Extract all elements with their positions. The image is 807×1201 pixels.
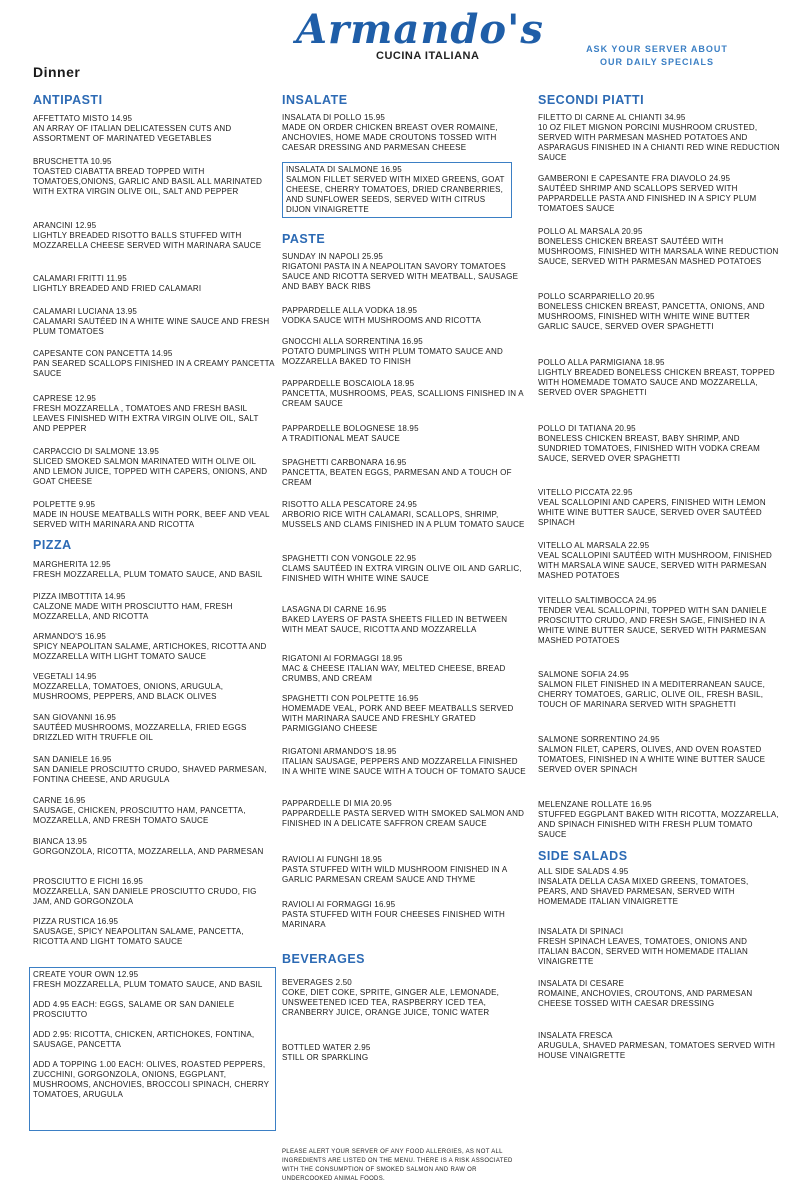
pizza-menu-item	[33, 796, 275, 826]
menu-item-name: SAN DANIELE 16.95	[33, 755, 112, 764]
side-salads-menu-item	[538, 1031, 780, 1061]
menu-item-description: VODKA SAUCE WITH MUSHROOMS AND RICOTTA	[282, 316, 482, 325]
paste-menu-item	[282, 424, 526, 444]
paste-menu-item	[282, 337, 526, 367]
menu-item-name: CALAMARI LUCIANA 13.95	[33, 307, 137, 316]
pizza-menu-item	[33, 837, 275, 857]
menu-item-description: CALAMARI SAUTÉED IN A WHITE WINE SAUCE AND FRESH PLUM TOMATOES	[33, 317, 270, 336]
antipasti-menu-item	[33, 114, 275, 144]
menu-item-name: ALL SIDE SALADS 4.95	[538, 867, 629, 876]
side-salads-menu-item	[538, 979, 780, 1009]
create-add-1: ADD 4.95 EACH: EGGS, SALAME OR SAN DANIELE PROSCIUTTO	[33, 1000, 235, 1019]
menu-item-description: FRESH SPINACH LEAVES, TOMATOES, ONIONS AND ITALIAN BACON, SERVED WITH HOMEMADE ITALIAN VINAIGRETTE	[538, 937, 748, 966]
menu-item-name: SPAGHETTI CARBONARA 16.95	[282, 458, 407, 467]
section-title-side-salads: SIDE SALADS	[538, 849, 628, 863]
menu-item-description: SAN DANIELE PROSCIUTTO CRUDO, SHAVED PARMESAN, FONTINA CHEESE, AND ARUGULA	[33, 765, 267, 784]
antipasti-menu-item	[33, 307, 275, 337]
menu-item-description: TENDER VEAL SCALLOPINI, TOPPED WITH SAN DANIELE PROSCIUTTO CRUDO, AND FRESH SAGE, FINISHED IN A WHITE WINE BUTTER SAUCE, SERVED WITH PARMESAN MASHED POTATOES	[538, 606, 767, 645]
paste-menu-item	[282, 252, 526, 292]
menu-item-description: LIGHTLY BREADED RISOTTO BALLS STUFFED WITH MOZZARELLA CHEESE SERVED WITH MARINARA SAUCE	[33, 231, 262, 250]
menu-item-name: POLPETTE 9.95	[33, 500, 96, 509]
paste-menu-item	[282, 306, 526, 326]
menu-item-name: PAPPARDELLE BOSCAIOLA 18.95	[282, 379, 415, 388]
menu-item-name: SAN GIOVANNI 16.95	[33, 713, 117, 722]
menu-item-description: BONELESS CHICKEN BREAST SAUTÉED WITH MUSHROOMS, FINISHED WITH MARSALA WINE REDUCTION SAUCE, SERVED WITH PARMESAN MASHED POTATOES	[538, 237, 779, 266]
menu-item-description: ARBORIO RICE WITH CALAMARI, SCALLOPS, SHRIMP, MUSSELS AND CLAMS FINISHED IN A PLUM TOMATO SAUCE	[282, 510, 525, 529]
menu-item-description: SAUSAGE, CHICKEN, PROSCIUTTO HAM, PANCETTA, MOZZARELLA, AND FRESH TOMATO SAUCE	[33, 806, 246, 825]
menu-item-name: BEVERAGES 2.50	[282, 978, 352, 987]
menu-item-description: GORGONZOLA, RICOTTA, MOZZARELLA, AND PARMESAN	[33, 847, 264, 856]
menu-item-name: SUNDAY IN NAPOLI 25.95	[282, 252, 384, 261]
menu-item-name: CAPRESE 12.95	[33, 394, 97, 403]
menu-item-description: INSALATA DELLA CASA MIXED GREENS, TOMATOES, PEARS, AND SHAVED PARMESAN, SERVED WITH HOMEMADE ITALIAN VINAIGRETTE	[538, 877, 749, 906]
allergy-footer: PLEASE ALERT YOUR SERVER OF ANY FOOD ALLERGIES, AS NOT ALL INGREDIENTS ARE LISTED ON THE MENU. THERE IS A RISK ASSOCIATED WITH THE CONSUMPTION OF SMOKED SALMON AND RAW OR UNDERCOOKED ANIMAL FOODS.	[282, 1149, 513, 1182]
menu-item-name: POLLO SCARPARIELLO 20.95	[538, 292, 655, 301]
paste-menu-item	[282, 694, 526, 734]
pizza-menu-item	[33, 917, 275, 947]
pizza-menu-item	[33, 755, 275, 785]
menu-item-name: POLLO AL MARSALA 20.95	[538, 227, 643, 236]
menu-item-description: CALZONE MADE WITH PROSCIUTTO HAM, FRESH MOZZARELLA, AND RICOTTA	[33, 602, 233, 621]
menu-item-description: PANCETTA, BEATEN EGGS, PARMESAN AND A TOUCH OF CREAM	[282, 468, 512, 487]
menu-item-name: ARMANDO'S 16.95	[33, 632, 106, 641]
secondi-menu-item	[538, 670, 780, 710]
menu-item-name: INSALATA DI POLLO 15.95	[282, 113, 386, 122]
create-your-own-box	[29, 967, 276, 1131]
menu-item-name: POLLO DI TATIANA 20.95	[538, 424, 636, 433]
menu-item-description: SAUTÉED SHRIMP AND SCALLOPS SERVED WITH PAPPARDELLE PASTA AND FINISHED IN A SPICY PLUM TOMATOES SAUCE	[538, 184, 757, 213]
section-title-antipasti: ANTIPASTI	[33, 93, 103, 107]
menu-item-name: SALMONE SORRENTINO 24.95	[538, 735, 660, 744]
menu-item-name: BIANCA 13.95	[33, 837, 87, 846]
secondi-menu-item	[538, 800, 780, 840]
section-title-secondi: SECONDI PIATTI	[538, 93, 645, 107]
antipasti-menu-item	[33, 274, 275, 294]
menu-item-name: CALAMARI FRITTI 11.95	[33, 274, 127, 283]
antipasti-menu-item	[33, 157, 275, 197]
create-add-3: ADD A TOPPING 1.00 EACH: OLIVES, ROASTED PEPPERS, ZUCCHINI, GORGONZOLA, ONIONS, EGGPLANT, MUSHROOMS, ANCHOVIES, BROCCOLI SPINACH, CHERRY TOMATOES, ARUGULA	[33, 1060, 270, 1099]
menu-item-description: MAC & CHEESE ITALIAN WAY, MELTED CHEESE, BREAD CRUMBS, AND CREAM	[282, 664, 506, 683]
antipasti-menu-item	[33, 221, 275, 251]
antipasti-menu-item	[33, 447, 275, 487]
restaurant-logo	[296, 6, 544, 72]
menu-item-name: MARGHERITA 12.95	[33, 560, 111, 569]
paste-menu-item	[282, 900, 526, 930]
menu-item-name: CAPESANTE CON PANCETTA 14.95	[33, 349, 173, 358]
menu-item-name: ARANCINI 12.95	[33, 221, 97, 230]
menu-item-description: POTATO DUMPLINGS WITH PLUM TOMATO SAUCE AND MOZZARELLA BAKED TO FINISH	[282, 347, 503, 366]
pizza-menu-item	[33, 877, 275, 907]
menu-item-name: RIGATONI AI FORMAGGI 18.95	[282, 654, 403, 663]
menu-item-description: SALMON FILLET SERVED WITH MIXED GREENS, GOAT CHEESE, CHERRY TOMATOES, DRIED CRANBERRIES, AND SUNFLOWER SEEDS, SERVED WITH CITRUS DIJON VINAIGRETTE	[286, 175, 505, 214]
paste-menu-item	[282, 500, 526, 530]
menu-item-name: SALMONE SOFIA 24.95	[538, 670, 629, 679]
menu-item-description: LIGHTLY BREADED AND FRIED CALAMARI	[33, 284, 202, 293]
menu-item-description: LIGHTLY BREADED BONELESS CHICKEN BREAST, TOPPED WITH HOMEMADE TOMATO SAUCE AND MOZZARELLA, SERVED OVER SPAGHETTI	[538, 368, 775, 397]
logo-script-text: Armando's	[296, 6, 544, 53]
page-title: Dinner	[33, 64, 81, 80]
menu-item-description: PASTA STUFFED WITH FOUR CHEESES FINISHED WITH MARINARA	[282, 910, 505, 929]
antipasti-menu-item	[33, 500, 275, 530]
menu-item-description: BAKED LAYERS OF PASTA SHEETS FILLED IN BETWEEN WITH MEAT SAUCE, RICOTTA AND MOZZARELLA	[282, 615, 508, 634]
insalate-menu-item	[282, 113, 504, 153]
ask-line-1: ASK YOUR SERVER ABOUT	[586, 44, 728, 54]
menu-item-description: SAUTÉED MUSHROOMS, MOZZARELLA, FRIED EGGS DRIZZLED WITH TRUFFLE OIL	[33, 723, 247, 742]
secondi-menu-item	[538, 227, 780, 267]
menu-item-name: BRUSCHETTA 10.95	[33, 157, 112, 166]
menu-item-description: PASTA STUFFED WITH WILD MUSHROOM FINISHED IN A GARLIC PARMESAN CREAM SAUCE AND THYME	[282, 865, 507, 884]
menu-item-description: MOZZARELLA, SAN DANIELE PROSCIUTTO CRUDO, FIG JAM, AND GORGONZOLA	[33, 887, 257, 906]
menu-item-name: PAPPARDELLE DI MIA 20.95	[282, 799, 392, 808]
section-title-paste: PASTE	[282, 232, 326, 246]
menu-item-description: RIGATONI PASTA IN A NEAPOLITAN SAVORY TOMATOES SAUCE AND RICOTTA SERVED WITH MEATBALL, SAUSAGE AND BABY BACK RIBS	[282, 262, 519, 291]
menu-item-name: CARNE 16.95	[33, 796, 86, 805]
antipasti-menu-item	[33, 394, 275, 434]
logo-subtitle: CUCINA ITALIANA	[376, 50, 480, 62]
paste-menu-item	[282, 379, 526, 409]
create-your-own-desc: FRESH MOZZARELLA, PLUM TOMATO SAUCE, AND BASIL	[33, 980, 263, 989]
menu-item-name: RIGATONI ARMANDO'S 18.95	[282, 747, 397, 756]
menu-item-name: GAMBERONI E CAPESANTE FRA DIAVOLO 24.95	[538, 174, 731, 183]
secondi-menu-item	[538, 596, 780, 646]
paste-menu-item	[282, 605, 526, 635]
menu-item-description: ITALIAN SAUSAGE, PEPPERS AND MOZZARELLA FINISHED IN A WHITE WINE SAUCE WITH A TOUCH OF TOMATO SAUCE	[282, 757, 526, 776]
paste-menu-item	[282, 458, 526, 488]
pizza-menu-item	[33, 713, 275, 743]
menu-item-description: BONELESS CHICKEN BREAST, PANCETTA, ONIONS, AND MUSHROOMS, FINISHED WITH WHITE WINE BUTTER GARLIC SAUCE, SERVED OVER SPAGHETTI	[538, 302, 765, 331]
menu-item-name: SPAGHETTI CON VONGOLE 22.95	[282, 554, 417, 563]
side-salads-menu-item	[538, 867, 780, 907]
secondi-menu-item	[538, 488, 780, 528]
menu-item-name: GNOCCHI ALLA SORRENTINA 16.95	[282, 337, 423, 346]
menu-item-description: COKE, DIET COKE, SPRITE, GINGER ALE, LEMONADE, UNSWEETENED ICED TEA, RASPBERRY ICED TEA, CRANBERRY JUICE, ORANGE JUICE, TONIC WATER	[282, 988, 500, 1017]
pizza-menu-item	[33, 672, 275, 702]
menu-item-description: ROMAINE, ANCHOVIES, CROUTONS, AND PARMESAN CHEESE TOSSED WITH CAESAR DRESSING	[538, 989, 753, 1008]
pizza-menu-item	[33, 560, 275, 580]
menu-item-name: MELENZANE ROLLATE 16.95	[538, 800, 652, 809]
menu-item-description: 10 OZ FILET MIGNON PORCINI MUSHROOM CRUSTED, SERVED WITH PARMESAN MASHED POTATOES AND ASPARAGUS FINISHED IN A CHIANTI RED WINE REDUCTION SAUCE	[538, 123, 780, 162]
menu-item-name: INSALATA DI SALMONE 16.95	[286, 165, 402, 174]
secondi-menu-item	[538, 113, 780, 163]
menu-item-description: CLAMS SAUTÉED IN EXTRA VIRGIN OLIVE OIL AND GARLIC, FINISHED WITH WHITE WINE SAUCE	[282, 564, 522, 583]
menu-item-description: A TRADITIONAL MEAT SAUCE	[282, 434, 400, 443]
menu-item-description: VEAL SCALLOPINI SAUTÉED WITH MUSHROOM, FINISHED WITH MARSALA WINE SAUCE, SERVED WITH PARMESAN MASHED POTATOES	[538, 551, 773, 580]
menu-item-name: PIZZA RUSTICA 16.95	[33, 917, 119, 926]
menu-item-name: RISOTTO ALLA PESCATORE 24.95	[282, 500, 417, 509]
secondi-menu-item	[538, 358, 780, 398]
menu-item-description: STUFFED EGGPLANT BAKED WITH RICOTTA, MOZZARELLA, AND SPINACH FINISHED WITH FRESH PLUM TOMATO SAUCE	[538, 810, 779, 839]
pizza-menu-item	[33, 632, 275, 662]
menu-item-name: CARPACCIO DI SALMONE 13.95	[33, 447, 159, 456]
menu-item-name: VEGETALI 14.95	[33, 672, 97, 681]
paste-menu-item	[282, 747, 526, 777]
ask-line-2: OUR DAILY SPECIALS	[599, 57, 715, 67]
menu-item-description: MOZZARELLA, TOMATOES, ONIONS, ARUGULA, MUSHROOMS, PEPPERS, AND BLACK OLIVES	[33, 682, 224, 701]
menu-item-name: INSALATA FRESCA	[538, 1031, 613, 1040]
daily-specials-note	[572, 43, 742, 69]
menu-item-description: HOMEMADE VEAL, PORK AND BEEF MEATBALLS SERVED WITH MARINARA SAUCE AND FRESHLY GRATED PARMIGGIANO CHEESE	[282, 704, 514, 733]
menu-item-description: SAUSAGE, SPICY NEAPOLITAN SALAME, PANCETTA, RICOTTA AND LIGHT TOMATO SAUCE	[33, 927, 244, 946]
paste-menu-item	[282, 654, 526, 684]
paste-menu-item	[282, 855, 526, 885]
paste-menu-item	[282, 799, 526, 829]
secondi-menu-item	[538, 174, 780, 214]
menu-item-name: INSALATA DI SPINACI	[538, 927, 624, 936]
menu-item-name: PAPPARDELLE BOLOGNESE 18.95	[282, 424, 419, 433]
menu-item-description: PAN SEARED SCALLOPS FINISHED IN A CREAMY PANCETTA SAUCE	[33, 359, 275, 378]
menu-item-description: FRESH MOZZARELLA, PLUM TOMATO SAUCE, AND BASIL	[33, 570, 263, 579]
insalate-menu-item	[282, 162, 512, 218]
menu-item-description: FRESH MOZZARELLA , TOMATOES AND FRESH BASIL LEAVES FINISHED WITH EXTRA VIRGIN OLIVE OIL, SALT AND PEPPER	[33, 404, 259, 433]
menu-item-description: VEAL SCALLOPINI AND CAPERS, FINISHED WITH LEMON WHITE WINE BUTTER SAUCE, SERVED OVER SAUTÉED SPINACH	[538, 498, 766, 527]
menu-item-name: INSALATA DI CESARE	[538, 979, 624, 988]
antipasti-menu-item	[33, 349, 275, 379]
menu-item-name: LASAGNA DI CARNE 16.95	[282, 605, 387, 614]
menu-item-description: SPICY NEAPOLITAN SALAME, ARTICHOKES, RICOTTA AND MOZZARELLA WITH LIGHT TOMATO SAUCE	[33, 642, 267, 661]
menu-item-name: PIZZA IMBOTTITA 14.95	[33, 592, 126, 601]
menu-item-name: SPAGHETTI CON POLPETTE 16.95	[282, 694, 419, 703]
section-title-pizza: PIZZA	[33, 538, 72, 552]
menu-item-description: SALMON FILET, CAPERS, OLIVES, AND OVEN ROASTED TOMATOES, FINISHED IN A WHITE WINE BUTTER SAUCE SERVED OVER SPINACH	[538, 745, 766, 774]
secondi-menu-item	[538, 424, 780, 464]
menu-item-description: AN ARRAY OF ITALIAN DELICATESSEN CUTS AND ASSORTMENT OF MARINATED VEGETABLES	[33, 124, 232, 143]
section-title-beverages: BEVERAGES	[282, 952, 365, 966]
menu-item-description: STILL OR SPARKLING	[282, 1053, 369, 1062]
side-salads-menu-item	[538, 927, 780, 967]
paste-menu-item	[282, 554, 526, 584]
beverages-menu-item	[282, 1043, 526, 1063]
menu-item-name: BOTTLED WATER 2.95	[282, 1043, 371, 1052]
secondi-menu-item	[538, 541, 780, 581]
menu-item-name: RAVIOLI AI FUNGHI 18.95	[282, 855, 383, 864]
menu-item-name: PROSCIUTTO E FICHI 16.95	[33, 877, 144, 886]
menu-item-description: SALMON FILET FINISHED IN A MEDITERRANEAN SAUCE, CHERRY TOMATOES, GARLIC, OLIVE OIL, FRESH BASIL, TOUCH OF MARINARA SERVED WITH SPAGHETTI	[538, 680, 766, 709]
menu-item-name: AFFETTATO MISTO 14.95	[33, 114, 133, 123]
menu-item-description: MADE IN HOUSE MEATBALLS WITH PORK, BEEF AND VEAL SERVED WITH MARINARA AND RICOTTA	[33, 510, 270, 529]
menu-item-name: VITELLO PICCATA 22.95	[538, 488, 633, 497]
menu-item-description: SLICED SMOKED SALMON MARINATED WITH OLIVE OIL AND LEMON JUICE, TOPPED WITH CAPERS, ONIONS, AND GOAT CHEESE	[33, 457, 268, 486]
pizza-menu-item	[33, 592, 275, 622]
menu-item-name: POLLO ALLA PARMIGIANA 18.95	[538, 358, 665, 367]
menu-item-description: ARUGULA, SHAVED PARMESAN, TOMATOES SERVED WITH HOUSE VINAIGRETTE	[538, 1041, 776, 1060]
menu-item-name: VITELLO AL MARSALA 22.95	[538, 541, 650, 550]
menu-item-description: TOASTED CIABATTA BREAD TOPPED WITH TOMATOES,ONIONS, GARLIC AND BASIL ALL MARINATED WITH EXTRA VIRGIN OLIVE OIL, SALT AND PEPPER	[33, 167, 263, 196]
create-your-own-name: CREATE YOUR OWN 12.95	[33, 970, 139, 979]
menu-item-description: MADE ON ORDER CHICKEN BREAST OVER ROMAINE, ANCHOVIES, HOME MADE CROUTONS TOSSED WITH CAESAR DRESSING AND PARMESAN CHEESE	[282, 123, 498, 152]
menu-item-description: PANCETTA, MUSHROOMS, PEAS, SCALLIONS FINISHED IN A CREAM SAUCE	[282, 389, 524, 408]
secondi-menu-item	[538, 735, 780, 775]
menu-item-description: PAPPARDELLE PASTA SERVED WITH SMOKED SALMON AND FINISHED IN A DELICATE SAFFRON CREAM SAUCE	[282, 809, 525, 828]
section-title-insalate: INSALATE	[282, 93, 348, 107]
menu-item-name: FILETTO DI CARNE AL CHIANTI 34.95	[538, 113, 686, 122]
menu-item-description: BONELESS CHICKEN BREAST, BABY SHRIMP, AND SUNDRIED TOMATOES, FINISHED WITH VODKA CREAM SAUCE, SERVED OVER SPAGHETTI	[538, 434, 761, 463]
create-add-2: ADD 2.95: RICOTTA, CHICKEN, ARTICHOKES, FONTINA, SAUSAGE, PANCETTA	[33, 1030, 255, 1049]
secondi-menu-item	[538, 292, 780, 332]
menu-item-name: RAVIOLI AI FORMAGGI 16.95	[282, 900, 396, 909]
menu-item-name: VITELLO SALTIMBOCCA 24.95	[538, 596, 657, 605]
beverages-menu-item	[282, 978, 526, 1018]
menu-item-name: PAPPARDELLE ALLA VODKA 18.95	[282, 306, 418, 315]
